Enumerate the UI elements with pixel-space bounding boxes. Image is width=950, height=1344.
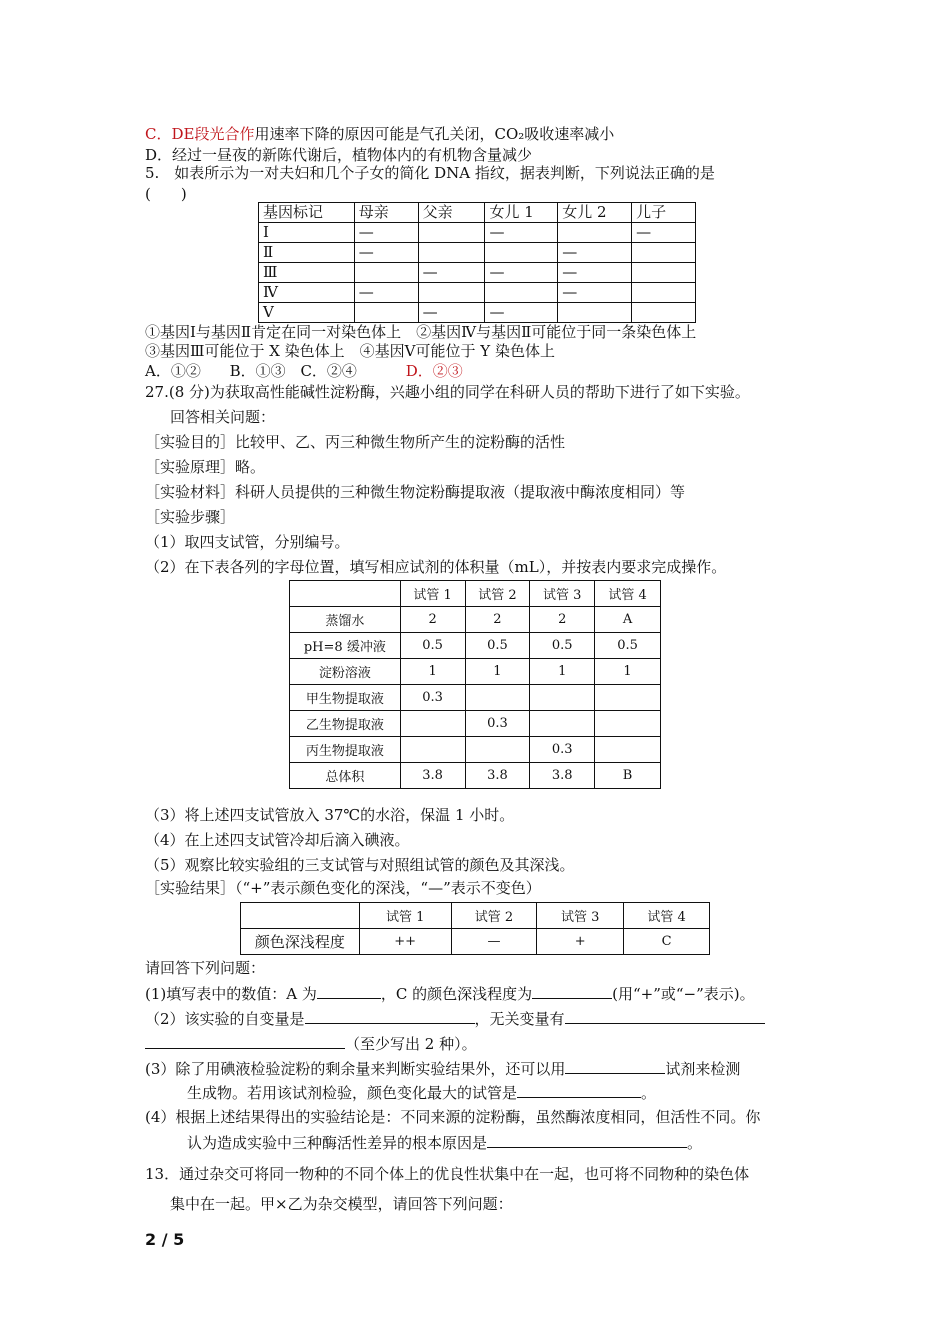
table-cell: — <box>451 929 537 955</box>
table-cell: ++ <box>359 929 451 955</box>
table-row <box>290 737 661 763</box>
answer-text: ，C 的颜色深浅程度为 <box>380 985 533 1003</box>
table-cell: Ⅰ <box>259 223 355 243</box>
option-d-answer: D．②③ <box>405 362 463 380</box>
table-cell <box>485 243 558 263</box>
table-cell <box>354 263 418 283</box>
table-row <box>259 303 696 323</box>
table-cell: Ⅱ <box>259 243 355 263</box>
table-cell: Ⅲ <box>259 263 355 283</box>
q27-answer-4b <box>187 1132 702 1153</box>
table-row <box>290 659 661 685</box>
table-header: 母亲 <box>354 203 418 223</box>
q27-step-3: （3）将上述四支试管放入 37℃的水浴，保温 1 小时。 <box>145 806 515 824</box>
table-cell: 1 <box>465 659 530 685</box>
table-header: 儿子 <box>632 203 696 223</box>
table-cell: — <box>558 263 632 283</box>
blank-a[interactable] <box>317 983 381 999</box>
blank-reagent[interactable] <box>565 1058 665 1074</box>
table-cell: — <box>418 263 485 283</box>
q27-materials: ［实验材料］科研人员提供的三种微生物淀粉酶提取液（提取液中酶浓度相同）等 <box>145 483 686 501</box>
table-cell: 3.8 <box>465 763 530 789</box>
q13-line-2: 集中在一起。甲×乙为杂交模型，请回答下列问题： <box>170 1195 513 1213</box>
q27-answer-2b <box>145 1033 477 1054</box>
table-cell: 颜色深浅程度 <box>241 929 360 955</box>
table-cell: 蒸馏水 <box>290 607 401 633</box>
option-c-red-text: C．DE段光合作 <box>145 125 255 143</box>
table-header <box>290 581 401 607</box>
table-cell <box>632 243 696 263</box>
table-cell: 0.5 <box>530 633 595 659</box>
option-a: A．①② <box>145 362 201 380</box>
table-cell <box>418 243 485 263</box>
table-cell <box>632 263 696 283</box>
q27-answer-related: 回答相关问题： <box>170 408 276 426</box>
table-cell: 1 <box>400 659 465 685</box>
q27-answer-3b <box>187 1082 656 1103</box>
answer-text: 生成物。若用该试剂检验，颜色变化最大的试管是 <box>187 1084 518 1102</box>
table-header-row <box>290 581 661 607</box>
page-number: 2 / 5 <box>145 1230 185 1249</box>
table-header: 基因标记 <box>259 203 355 223</box>
q5-options <box>145 361 463 381</box>
table-row <box>259 223 696 243</box>
table-cell: 丙生物提取液 <box>290 737 401 763</box>
q27-answer-below: 请回答下列问题： <box>145 959 266 977</box>
result-table <box>240 902 710 955</box>
table-row <box>259 263 696 283</box>
table-cell <box>595 685 661 711</box>
table-cell: — <box>558 243 632 263</box>
table-cell: 2 <box>465 607 530 633</box>
table-cell <box>530 711 595 737</box>
table-cell: C <box>624 929 710 955</box>
table-header: 试管 2 <box>465 581 530 607</box>
answer-text: (3）除了用碘液检验淀粉的剩余量来判断实验结果外，还可以用 <box>145 1060 566 1078</box>
table-cell: — <box>354 243 418 263</box>
q27-step-4: （4）在上述四支试管冷却后滴入碘液。 <box>145 831 410 849</box>
table-cell <box>558 223 632 243</box>
table-cell: — <box>485 303 558 323</box>
q5-statement-1: ①基因Ⅰ与基因Ⅱ肯定在同一对染色体上 ②基因Ⅳ与基因Ⅱ可能位于同一条染色体上 <box>145 323 697 341</box>
table-cell: 2 <box>400 607 465 633</box>
table-header: 试管 4 <box>624 903 710 929</box>
table-cell: — <box>558 283 632 303</box>
table-cell <box>632 283 696 303</box>
q5-paren: ( ) <box>145 185 187 203</box>
table-header: 女儿 1 <box>485 203 558 223</box>
option-c: C．②④ <box>300 362 357 380</box>
table-header-row <box>259 203 696 223</box>
answer-text: 。 <box>641 1084 657 1102</box>
q27-purpose: ［实验目的］比较甲、乙、丙三种微生物所产生的淀粉酶的活性 <box>145 433 566 451</box>
table-cell: 0.5 <box>595 633 661 659</box>
table-cell: 淀粉溶液 <box>290 659 401 685</box>
table-cell <box>465 685 530 711</box>
table-row <box>290 711 661 737</box>
reagent-table <box>289 580 661 789</box>
table-cell: + <box>537 929 624 955</box>
table-cell: — <box>354 223 418 243</box>
table-header: 女儿 2 <box>558 203 632 223</box>
table-cell <box>418 223 485 243</box>
blank-irrelevant-variables-cont[interactable] <box>145 1033 345 1049</box>
option-c-text: 用速率下降的原因可能是气孔关闭，CO₂吸收速率减小 <box>254 125 615 143</box>
blank-irrelevant-variables[interactable] <box>565 1008 765 1024</box>
table-row <box>259 283 696 303</box>
table-cell: B <box>595 763 661 789</box>
dna-fingerprint-table <box>258 202 696 323</box>
table-cell: — <box>418 303 485 323</box>
table-cell: 0.5 <box>465 633 530 659</box>
q5-statement-2: ③基因Ⅲ可能位于 X 染色体上 ④基因Ⅴ可能位于 Y 染色体上 <box>145 342 555 360</box>
option-c-line <box>145 124 614 144</box>
table-header: 试管 4 <box>595 581 661 607</box>
answer-text: 试剂来检测 <box>665 1060 741 1078</box>
q27-step-2: （2）在下表各列的字母位置，填写相应试剂的体积量（mL），并按表内要求完成操作。 <box>145 558 727 576</box>
q27-step-1: （1）取四支试管，分别编号。 <box>145 533 350 551</box>
q27-step-5: （5）观察比较实验组的三支试管与对照组试管的颜色及其深浅。 <box>145 856 575 874</box>
table-header <box>241 903 360 929</box>
q27-principle: ［实验原理］略。 <box>145 458 266 476</box>
table-row <box>259 243 696 263</box>
table-cell: — <box>485 223 558 243</box>
answer-text: （至少写出 2 种）。 <box>345 1035 477 1053</box>
blank-max-change-tube[interactable] <box>517 1082 641 1098</box>
answer-text: 。 <box>687 1134 703 1152</box>
table-cell <box>354 303 418 323</box>
table-cell: 甲生物提取液 <box>290 685 401 711</box>
table-cell: 0.3 <box>465 711 530 737</box>
table-cell: pH=8 缓冲液 <box>290 633 401 659</box>
q13-line-1: 13．通过杂交可将同一物种的不同个体上的优良性状集中在一起，也可将不同物种的染色体 <box>145 1165 750 1183</box>
q27-answer-4: (4）根据上述结果得出的实验结论是：不同来源的淀粉酶，虽然酶浓度相同，但活性不同。你 <box>145 1108 761 1126</box>
answer-text: (1)填写表中的数值：A 为 <box>145 985 317 1003</box>
table-row <box>290 633 661 659</box>
table-cell <box>485 283 558 303</box>
q27-answer-3 <box>145 1058 740 1079</box>
answer-text: 认为造成实验中三种酶活性差异的根本原因是 <box>187 1134 488 1152</box>
table-cell <box>400 711 465 737</box>
option-b: B．①③ <box>229 362 286 380</box>
q27-steps-title: ［实验步骤］ <box>145 508 236 526</box>
table-cell: — <box>485 263 558 283</box>
table-header: 试管 2 <box>451 903 537 929</box>
table-row <box>290 685 661 711</box>
table-row <box>290 607 661 633</box>
table-cell: Ⅳ <box>259 283 355 303</box>
q5-stem: 5. 如表所示为一对夫妇和几个子女的简化 DNA 指纹，据表判断，下列说法正确的是 <box>145 164 715 182</box>
table-row <box>241 929 710 955</box>
answer-text: (用“+”或“−”表示)。 <box>612 985 755 1003</box>
table-header: 试管 1 <box>400 581 465 607</box>
table-cell <box>595 711 661 737</box>
table-cell: 0.3 <box>400 685 465 711</box>
table-row <box>290 763 661 789</box>
blank-independent-variable[interactable] <box>305 1008 475 1024</box>
table-cell: 乙生物提取液 <box>290 711 401 737</box>
table-cell: 3.8 <box>530 763 595 789</box>
blank-c[interactable] <box>532 983 612 999</box>
table-header-row <box>241 903 710 929</box>
answer-text: ，无关变量有 <box>474 1010 565 1028</box>
table-cell <box>595 737 661 763</box>
table-header: 父亲 <box>418 203 485 223</box>
option-d-line: D．经过一昼夜的新陈代谢后，植物体内的有机物含量减少 <box>145 146 533 164</box>
table-cell: A <box>595 607 661 633</box>
table-cell: 1 <box>595 659 661 685</box>
q27-result-title: ［实验结果］（“+”表示颜色变化的深浅，“—”表示不变色） <box>145 879 541 897</box>
table-cell: 3.8 <box>400 763 465 789</box>
table-cell <box>400 737 465 763</box>
table-cell <box>632 303 696 323</box>
table-cell: Ⅴ <box>259 303 355 323</box>
table-cell: 1 <box>530 659 595 685</box>
table-header: 试管 3 <box>537 903 624 929</box>
q27-answer-2 <box>145 1008 765 1029</box>
q27-answer-1 <box>145 983 755 1004</box>
table-cell: — <box>354 283 418 303</box>
table-cell <box>558 303 632 323</box>
table-cell <box>465 737 530 763</box>
table-cell: 总体积 <box>290 763 401 789</box>
blank-root-cause[interactable] <box>487 1132 687 1148</box>
table-cell <box>418 283 485 303</box>
table-cell: 0.5 <box>400 633 465 659</box>
answer-text: （2）该实验的自变量是 <box>145 1010 305 1028</box>
table-cell: 0.3 <box>530 737 595 763</box>
table-header: 试管 1 <box>359 903 451 929</box>
table-cell <box>530 685 595 711</box>
table-header: 试管 3 <box>530 581 595 607</box>
q27-stem: 27.(8 分)为获取高性能碱性淀粉酶，兴趣小组的同学在科研人员的帮助下进行了如下实验。 <box>145 383 750 401</box>
table-cell: — <box>632 223 696 243</box>
table-cell: 2 <box>530 607 595 633</box>
